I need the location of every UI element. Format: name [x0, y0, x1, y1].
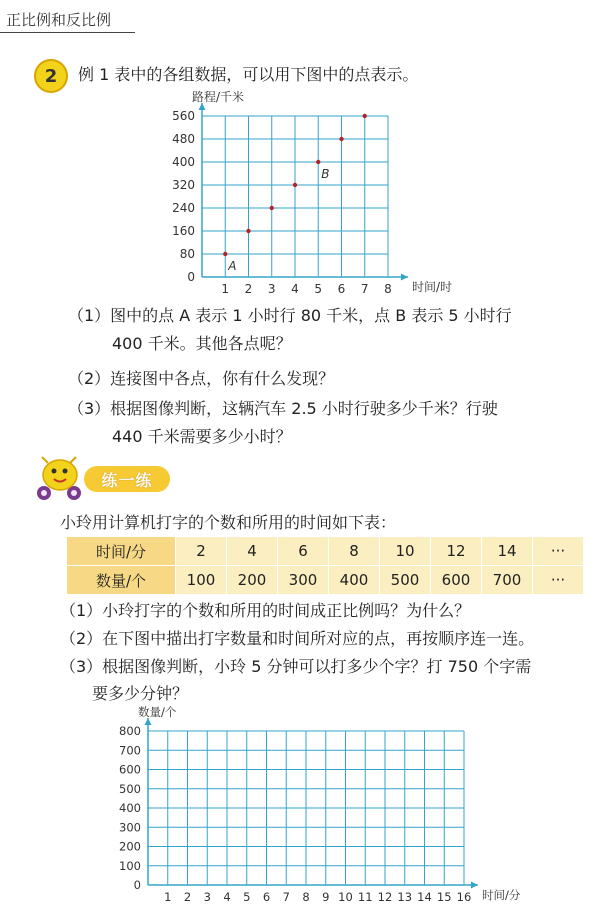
table-cell: 14 — [482, 537, 533, 566]
x-tick-label: 13 — [397, 890, 413, 904]
x-tick-label: 1 — [221, 282, 230, 296]
mascot-icon — [30, 455, 90, 501]
data-point — [363, 114, 367, 118]
data-point — [339, 137, 343, 141]
table-ellipsis: ··· — [533, 566, 584, 595]
data-point — [223, 252, 227, 256]
x-tick-label: 7 — [282, 890, 290, 904]
table-header-time: 时间/分 — [67, 537, 176, 566]
x-tick-label: 14 — [417, 890, 432, 904]
y-tick-label: 80 — [179, 247, 195, 261]
example-number-badge — [34, 59, 68, 93]
point-label: A — [228, 259, 237, 273]
y-tick-label: 560 — [172, 109, 195, 123]
practice-question-2: （2）在下图中描出打字数量和时间所对应的点，再按顺序连一连。 — [60, 629, 535, 648]
table-cell: 10 — [380, 537, 431, 566]
x-tick-label: 11 — [357, 890, 373, 904]
x-tick-label: 3 — [267, 282, 276, 296]
table-row-time — [67, 537, 584, 566]
y-axis-label: 数量/个 — [138, 705, 177, 719]
section-title: 正比例和反比例 — [6, 11, 112, 29]
x-axis-arrow-icon — [401, 274, 408, 281]
example-number: 2 — [44, 65, 58, 87]
x-axis-arrow-icon — [471, 882, 478, 889]
example-intro: 例 1 表中的各组数据，可以用下图中的点表示。 — [78, 65, 419, 84]
y-axis-arrow-icon — [145, 718, 152, 725]
distance-time-chart — [0, 90, 604, 390]
practice-intro: 小玲用计算机打字的个数和所用的时间如下表： — [60, 513, 397, 532]
y-tick-label: 200 — [119, 839, 141, 854]
typing-count-time-chart — [0, 695, 604, 907]
practice-question-3-line-2: 要多少分钟？ — [92, 684, 189, 703]
x-tick-label: 16 — [456, 890, 472, 904]
table-cell: 2 — [176, 537, 227, 566]
x-tick-label: 5 — [314, 282, 323, 296]
table-cell: 12 — [431, 537, 482, 566]
data-point — [293, 183, 297, 187]
y-axis-label: 路程/千米 — [192, 90, 245, 104]
y-axis-arrow-icon — [199, 103, 206, 110]
table-cell: 8 — [329, 537, 380, 566]
table-cell: 100 — [176, 566, 227, 595]
typing-data-table — [66, 536, 584, 595]
y-tick-label: 300 — [119, 820, 141, 835]
y-tick-label: 480 — [172, 132, 195, 146]
x-tick-label: 5 — [243, 890, 251, 904]
y-tick-label: 240 — [172, 201, 195, 215]
table-cell: 600 — [431, 566, 482, 595]
x-tick-label: 9 — [322, 890, 330, 904]
x-tick-label: 12 — [377, 890, 393, 904]
y-tick-label: 0 — [133, 878, 141, 892]
practice-question-1: （1）小玲打字的个数和所用的时间成正比例吗？为什么？ — [60, 601, 471, 620]
table-cell: 4 — [227, 537, 278, 566]
x-tick-label: 4 — [291, 282, 299, 296]
y-tick-label: 400 — [119, 801, 141, 815]
x-tick-label: 8 — [384, 282, 392, 296]
y-tick-label: 500 — [119, 781, 141, 796]
y-tick-label: 320 — [172, 178, 195, 192]
y-tick-label: 800 — [119, 724, 141, 738]
table-row-count — [67, 566, 584, 595]
y-tick-label: 160 — [172, 224, 195, 238]
x-tick-label: 8 — [302, 890, 310, 904]
header-divider — [0, 32, 135, 33]
data-point — [316, 160, 320, 164]
table-cell: 500 — [380, 566, 431, 595]
x-tick-label: 10 — [338, 890, 353, 904]
example-question-1-line-2: 400 千米。其他各点呢？ — [112, 334, 292, 353]
practice-label: 练一练 — [84, 466, 170, 492]
y-tick-label: 100 — [119, 858, 141, 873]
data-point — [270, 206, 274, 210]
table-cell: 400 — [329, 566, 380, 595]
point-label: B — [321, 167, 330, 181]
x-tick-label: 1 — [164, 890, 172, 904]
x-tick-label: 4 — [223, 890, 231, 904]
x-axis-label: 时间/分 — [482, 888, 521, 902]
y-tick-label: 700 — [119, 743, 141, 758]
x-tick-label: 2 — [183, 890, 192, 904]
x-tick-label: 2 — [244, 282, 253, 296]
example-question-2: （2）连接图中各点，你有什么发现？ — [68, 369, 335, 388]
example-question-3-line-2: 440 千米需要多少小时？ — [112, 427, 292, 446]
example-question-1-line-1: （1）图中的点 A 表示 1 小时行 80 千米，点 B 表示 5 小时行 — [68, 306, 512, 325]
x-axis-label: 时间/时 — [412, 280, 453, 294]
y-tick-label: 0 — [187, 270, 195, 284]
data-point — [246, 229, 250, 233]
x-tick-label: 3 — [203, 890, 211, 904]
x-tick-label: 15 — [436, 890, 452, 904]
table-cell: 700 — [482, 566, 533, 595]
practice-question-3-line-1: （3）根据图像判断，小玲 5 分钟可以打多少个字？打 750 个字需 — [60, 657, 532, 676]
x-tick-label: 7 — [360, 282, 369, 296]
table-header-count: 数量/个 — [67, 566, 176, 595]
table-cell: 200 — [227, 566, 278, 595]
example-question-3-line-1: （3）根据图像判断，这辆汽车 2.5 小时行驶多少千米？行驶 — [68, 399, 498, 418]
y-tick-label: 400 — [172, 155, 195, 169]
x-tick-label: 6 — [262, 890, 271, 904]
table-ellipsis: ··· — [533, 537, 584, 566]
table-cell: 300 — [278, 566, 329, 595]
table-cell: 6 — [278, 537, 329, 566]
y-tick-label: 600 — [119, 762, 141, 777]
x-tick-label: 6 — [337, 282, 346, 296]
